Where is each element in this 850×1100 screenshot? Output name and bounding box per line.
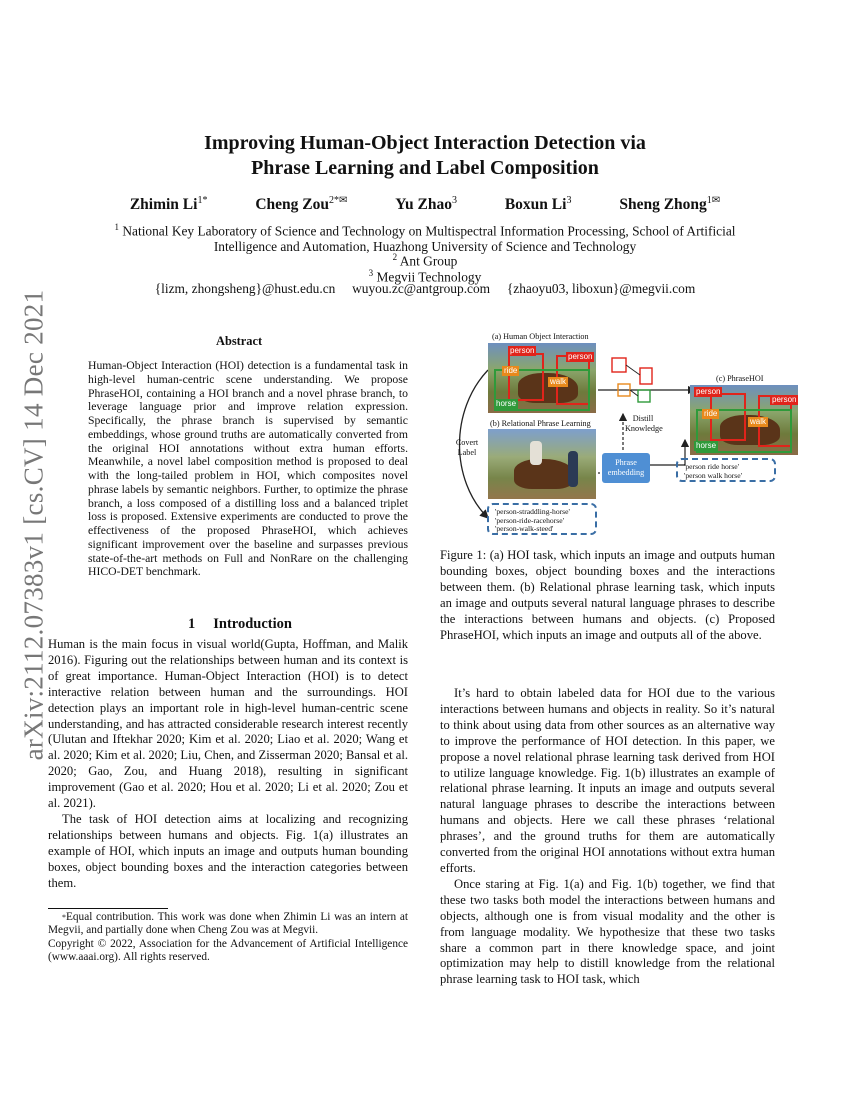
right-column-body: [440, 686, 775, 988]
affiliation-2: $^2$ Ant Group: [392, 252, 458, 269]
paper-title: [0, 131, 850, 181]
copyright-notice: Copyright © 2022, Association for the Advancement of Artificial Intelligence (www.aaai.org). All rights reserved.: [48, 937, 408, 963]
right-paragraph-1: It’s hard to obtain labeled data for HOI due to the various interactions between humans and objects in reality. So it’s natural to think about using data from other sources as an alternative way to improve the performance of HOI detection. In this paper, we propose a novel relational phrase learning task derived from HOI to utilize language knowledge. Fig. 1(b) illustrates an example of relational phrase learning. It inputs an image and outputs several natural language phrases to describe the interactions between humans and objects. Here we call these phrases ‘relational phrases’, and the ground truths for them are automatically converted from the original HOI annotations without extra human efforts.: [440, 686, 775, 875]
author: Boxun Li$^3$: [504, 195, 572, 214]
abstract-heading: Abstract: [216, 334, 263, 348]
title-line-1: Improving Human-Object Interaction Detection via: [204, 132, 646, 154]
figure-label-a: (a) Human Object Interaction: [492, 332, 589, 341]
phrase-list-c: 'person ride horse' 'person walk horse': [676, 458, 776, 482]
intro-paragraph-1: Human is the main focus in visual world(Gupta, Hoffman, and Malik 2016). Figuring out the relationships between human and its context is of great importance. Human-Object Interaction (HOI) is to detect interactive relation between human and the surroundings. HOI detection plays an important role in high-level human-centric scene understanding, and has attracted considerable research interest recently (Ulutan and Iftekhar 2020; Kim et al. 2020; Liao et al. 2020; Wang et al. 2020; Kim et al. 2020; Liu, Chen, and Zisserman 2020; Bansal et al. 2020; Gao, Zou, and Huang 2018), resulting in significant improvement (Gao et al. 2020; Hou et al. 2020; Li et al. 2020; Zou et al. 2021).: [48, 637, 408, 811]
right-paragraph-2: Once staring at Fig. 1(a) and Fig. 1(b) together, we find that these two tasks both model the interactions between humans and objects, although one is from visual modality and the other is from language modality. We hypothesize that these two tasks share a common part in there knowledge space, and joint optimization may help to distill knowledge from the relational phrase learning task to HOI task, which: [440, 876, 775, 987]
photo-phrasehoi: person person ride walk horse: [690, 385, 798, 455]
footnote-rule: [48, 908, 168, 909]
covert-label: Covert Label: [455, 438, 479, 457]
phrase-list-b: 'person-straddling-horse' 'person-ride-racehorse' 'person-walk-steed': [487, 503, 597, 535]
intro-body: [48, 637, 408, 892]
arxiv-id: arXiv:2112.07383v1 [cs.CV] 14 Dec 2021: [18, 289, 49, 761]
intro-paragraph-2: The task of HOI detection aims at localizing and recognizing relationships between humans and objects. Fig. 1(a) illustrates an example of HOI, which inputs an image and outputs human bounding boxes, object bounding boxes and the interaction categories between them.: [48, 811, 408, 890]
emails: {lizm, zhongsheng}@hust.edu.cn wuyou.zc@antgroup.com {zhaoyu03, liboxun}@megvii.com: [154, 281, 696, 296]
author: Cheng Zou$^{2*✉}$: [255, 195, 348, 214]
phrase-embedding-box: Phrase embedding: [602, 453, 650, 483]
abstract-text: Human-Object Interaction (HOI) detection is a fundamental task in high-level human-centric scene understanding. We propose PhraseHOI, containing a HOI branch and a novel phrase branch, to leverage language prior and improve relation expression. Specifically, the phrase branch is supervised by semantic embeddings, whose ground truths are automatically converted from the original HOI annotations without extra human efforts. Meanwhile, a novel label composition method is proposed to deal with the long-tailed problem in HOI, which composites novel phrase labels by semantic neighbors. Further, to optimize the phrase branch, a loss composed of a distilling loss and a balanced triplet loss is proposed. Extensive experiments are conducted to prove the effectiveness of the proposed PhraseHOI, which achieves significant improvement over the baseline and surpasses previous state-of-the-art methods on Full and NonRare on the challenging HICO-DET benchmark.: [88, 359, 408, 579]
photo-hoi: person person ride walk horse: [488, 343, 596, 413]
net-block: [612, 358, 626, 372]
author: Sheng Zhong$^{1✉}$: [619, 195, 721, 214]
author: Yu Zhao$^3$: [395, 195, 457, 214]
author-list: [0, 195, 850, 214]
section-heading-introduction: 1 Introduction: [188, 616, 292, 632]
title-line-2: Phrase Learning and Label Composition: [251, 157, 599, 179]
photo-phrase: [488, 429, 596, 499]
figure-caption: Figure 1: (a) HOI task, which inputs an image and outputs human bounding boxes, object bounding boxes and the interactions between them. (b) Relational phrase learning task, which inputs an image and outputs several natural language phrases to describe the interactions between humans and objects. (c) Proposed PhraseHOI, which inputs an image and outputs all of the above.: [440, 548, 775, 642]
distill-knowledge-label: Distill Knowledge: [625, 414, 663, 433]
figure-label-b: (b) Relational Phrase Learning: [490, 419, 591, 428]
figure-1: [440, 330, 810, 545]
affiliation-3: $^3$ Megvii Technology: [368, 268, 482, 285]
figure-label-c: (c) PhraseHOI: [716, 374, 764, 383]
footnote: *Equal contribution. This work was done when Zhimin Li was an intern at Megvii, and partially done when Cheng Zou was at Megvii. Copyright © 2022, Association for the Advancement of Artificial Intelligence (www.aaai.org). All rights reserved.: [48, 911, 408, 963]
affiliation-1: $^1$ National Key Laboratory of Science and Technology on Multispectral Information Processing, School of Artificial Intelligence and Automation, Huazhong University of Science and Technology: [114, 222, 736, 255]
author: Zhimin $Li^{1*}$: [129, 195, 208, 214]
